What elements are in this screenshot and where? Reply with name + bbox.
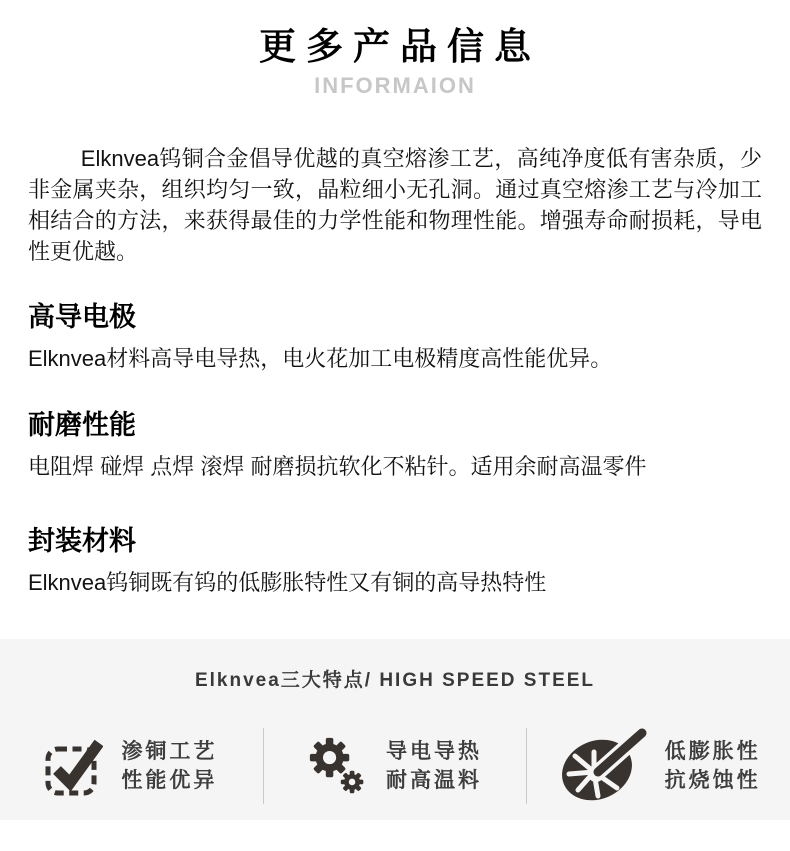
section-body: Elknvea材料高导电导热，电火花加工电极精度高性能优异。 xyxy=(28,346,613,371)
section-body: 电阻焊 碰焊 点焊 滚焊 耐磨损抗软化不粘针。适用余耐高温零件 xyxy=(28,454,647,479)
section-packaging-material xyxy=(28,525,762,598)
intro-paragraph: Elknvea钨铜合金倡导优越的真空熔渗工艺，高纯净度低有害杂质，少非金属夹杂，组织均匀一致，晶粒细小无孔洞。通过真空熔渗工艺与冷加工相结合的方法，来获得最佳的力学性能和物理性能。增强寿命耐损耗，导电性更优越。 xyxy=(28,146,762,264)
section-wear-resistance xyxy=(28,409,762,482)
section-body: Elknvea钨铜既有钨的低膨胀特性又有铜的高导热特性 xyxy=(28,570,547,595)
section-heading: 封装材料 xyxy=(28,526,136,556)
check-square-icon xyxy=(45,735,103,797)
feature-thermal-conductive xyxy=(264,736,527,796)
feature-label xyxy=(121,737,217,795)
page-subtitle: INFORMAION xyxy=(314,73,476,98)
feature-label-line2: 耐高温料 xyxy=(386,769,482,792)
section-heading: 耐磨性能 xyxy=(28,410,136,440)
section-conductive-electrode xyxy=(28,301,762,374)
feature-label-line2: 抗烧蚀性 xyxy=(664,769,761,792)
feature-label-line1: 低膨胀性 xyxy=(664,740,761,763)
features-panel-heading: Elknvea三大特点/ HIGH SPEED STEEL xyxy=(194,670,596,691)
feature-label xyxy=(665,737,761,795)
features-row xyxy=(0,718,790,814)
feature-label-line2: 性能优异 xyxy=(121,769,218,792)
section-heading: 高导电极 xyxy=(28,302,136,332)
page-title: 更多产品信息 xyxy=(259,26,541,67)
feature-label-line1: 导电导热 xyxy=(386,740,482,763)
feature-label xyxy=(386,737,482,795)
spark-ellipse-icon xyxy=(557,724,647,808)
feature-copper-infiltration xyxy=(0,735,263,797)
gears-icon xyxy=(308,736,368,796)
feature-low-expansion xyxy=(527,724,790,808)
feature-label-line1: 渗铜工艺 xyxy=(121,740,218,763)
features-panel xyxy=(0,639,790,820)
